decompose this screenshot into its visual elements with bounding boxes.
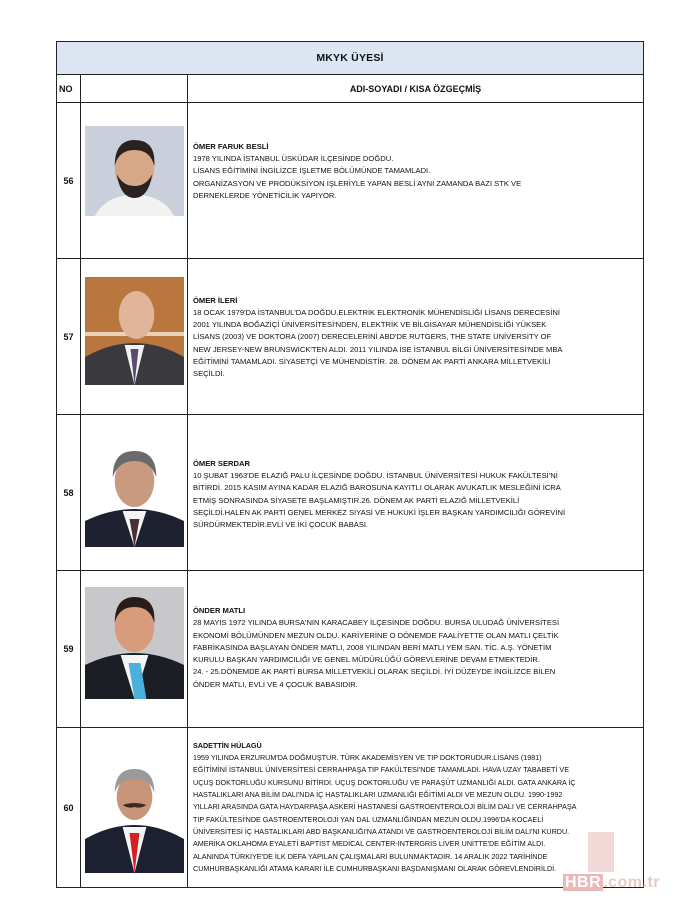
person-name: ÖNDER MATLI (193, 606, 246, 616)
table-row (57, 259, 643, 415)
table-row (57, 728, 643, 887)
mkyk-table (56, 41, 644, 888)
bio-line: SEÇİLDİ.HALEN AK PARTİ GENEL MERKEZ SİYASİ VE HUKUKİ İŞLER BAŞKAN YARDIMCILIĞI GÖREVİNİ (193, 507, 566, 517)
bio-line: BİTİRDİ. 2015 KASIM AYINA KADAR ELAZIĞ BAROSUNA KAYITLI OLARAK AVUKATLIK MESLEĞİNİ İCRA (193, 483, 561, 493)
bio-line: ÜNİVERSİTESİ İÇ HASTALIKLARI ABD BAŞKANLIĞI'NA ATANDI VE GASTROENTEROLOJİ BİLİM DALI'NI KURDU. (193, 826, 570, 836)
bio-line: ALANINDA TÜRKİYE'DE İLK DEFA YAPILAN ÇALIŞMALARI BULUNMAKTADIR. 14 ARALIK 2022 TARİHİNDE (193, 851, 548, 861)
bio-cell (188, 103, 643, 258)
bio-cell (188, 415, 643, 570)
photo-cell (81, 415, 188, 570)
row-number: 60 (57, 728, 81, 887)
column-header-bio: ADI-SOYADI / KISA ÖZGEÇMİŞ (349, 83, 482, 94)
bio-line: ORGANİZASYON VE PRODÜKSİYON İŞLERİYLE YAPAN BESLİ AYNI ZAMANDA BAZI STK VE (193, 178, 522, 188)
bio-text (190, 293, 565, 382)
table-row (57, 571, 643, 728)
portrait-photo (85, 126, 184, 216)
table-row (57, 103, 643, 259)
bio-line: YILLARI ARASINDA GATA HAYDARPAŞA ASKERİ HASTANESİ GASTROENTEROLOJİ BİLİM DALI VE CERRAHPAŞA (193, 802, 577, 812)
bio-text (190, 603, 562, 692)
person-name: ÖMER İLERİ (193, 295, 238, 305)
bio-line: SEÇİLDİ. (193, 369, 225, 378)
portrait-photo (85, 587, 184, 699)
portrait-photo (85, 277, 184, 385)
watermark-logo-icon (588, 832, 614, 872)
bio-cell (188, 259, 643, 414)
bio-line: EĞİTİMİNİ İSTANBUL ÜNİVERSİTESİ CERRAHPAŞA TIP FAKÜLTESİ'NDE TAMAMLADI. HAVA UZAY TABABETİ VE (193, 765, 569, 775)
bio-line: CUMHURBAŞKANLIĞI ATAMA KARARI İLE CUMHURBAŞKANI BAŞDANIŞMANI OLARAK GÖREVLENDİRİLDİ. (193, 863, 557, 873)
table-row (57, 415, 643, 571)
column-header-no: NO (57, 75, 81, 102)
bio-line: 24. - 25.DÖNEMDE AK PARTİ BURSA MİLLETVEKİLİ OLARAK SEÇİLDİ. İYİ DÜZEYDE İNGİLİZCE BİLEN (193, 667, 556, 677)
bio-text (190, 139, 524, 204)
row-number: 56 (57, 103, 81, 258)
bio-line: DERNEKLERDE YÖNETİCİLİK YAPIYOR. (193, 190, 337, 200)
person-name: ÖMER SERDAR (193, 458, 250, 468)
bio-line: NEW JERSEY-NEW BRUNSWİCK'TEN ALDI. 2011 YILINDA İSE İSTANBUL BİLGİ ÜNİVERSİTESİ'NDE MBA (193, 344, 563, 354)
bio-line: HASTALIKLARI ANA BİLİM DALI'NDA İÇ HASTALIKLARI UZMANLIĞI EĞİTİMİ ALDI VE MEZUN OLDU. 1990-1992 (193, 790, 563, 800)
bio-line: 28 MAYIS 1972 YILINDA BURSA'NIN KARACABEY İLÇESİNDE DOĞDU. BURSA ULUDAĞ ÜNİVERSİTESİ (193, 618, 560, 628)
bio-line: KURULU BAŞKAN YARDIMCILIĞI VE GENEL MÜDÜRLÜĞÜ GÖREVLERİNE DEVAM ETMEKTEDİR. (193, 655, 540, 665)
bio-line: ÖNDER MATLI, EVLİ VE 4 ÇOCUK BABASIDIR. (193, 679, 358, 689)
bio-cell (188, 571, 643, 727)
bio-line: LİSANS (2003) VE DOKTORA (2007) DERECELERİNİ ABD'DE RUTGERS, THE STATE UNİVERSİTY OF (193, 332, 552, 342)
person-name: SADETTİN HÜLAGÜ (193, 740, 262, 750)
portrait-photo (85, 437, 184, 547)
column-header-row (57, 75, 643, 103)
bio-line: 18 OCAK 1979'DA İSTANBUL'DA DOĞDU.ELEKTRİK ELEKTRONİK MÜHENDİSLİĞİ LİSANS DERECESİNİ (193, 307, 560, 317)
row-number: 58 (57, 415, 81, 570)
bio-line: TIP FAKÜLTESİ'NDE GASTROENTEROLOJİ YAN DAL UZMANLIĞINDAN MEZUN OLDU.1996'DA KOCAELİ (193, 814, 544, 824)
watermark-suffix: .com.tr (603, 874, 661, 891)
watermark (563, 874, 660, 892)
watermark-brand: HBR (565, 874, 602, 891)
bio-line: FABRİKASINDA BAŞLAYAN ÖNDER MATLI, 2008 YILINDAN BERİ MATLI YEM SAN. TİC. A.Ş. YÖNETİM (193, 642, 552, 652)
photo-cell (81, 103, 188, 258)
bio-line: UÇUŞ DOKTORLUĞU KURSUNU BİTİRDİ. UÇUŞ DOKTORLUĞU VE PARAŞÜT UZMANLIĞI ALDI. GATA ANKARA İÇ (193, 777, 576, 787)
photo-cell (81, 571, 188, 727)
column-header-photo (81, 75, 188, 102)
photo-cell (81, 259, 188, 414)
table-title: MKYK ÜYESİ (57, 42, 643, 75)
bio-line: 1959 YILINDA ERZURUM'DA DOĞMUŞTUR. TÜRK AKADEMİSYEN VE TIP DOKTORUDUR.LİSANS (1981) (193, 753, 542, 763)
bio-line: 2001 YILINDA BOĞAZİÇİ ÜNİVERSİTESİ'NDEN, ELEKTRİK VE BİLGİSAYAR MÜHENDİSLİĞİ YÜKSEK (193, 320, 547, 330)
bio-line: AMERİKA OKLAHOMA EYALETİ BAPTİST MEDİCAL CENTER-INTERGRİS LİVER UNİTTE'DE EĞİTİM ALDI. (193, 839, 546, 849)
person-name: ÖMER FARUK BESLİ (193, 141, 269, 151)
bio-text (190, 738, 579, 877)
row-number: 57 (57, 259, 81, 414)
bio-line: 10 ŞUBAT 1963'DE ELAZIĞ PALU İLÇESİNDE DOĞDU. İSTANBUL ÜNİVERSİTESİ HUKUK FAKÜLTESİ'Nİ (193, 471, 558, 481)
row-number: 59 (57, 571, 81, 727)
bio-text (190, 456, 568, 533)
bio-cell (188, 728, 643, 887)
bio-line: 1978 YILINDA İSTANBUL ÜSKÜDAR İLÇESİNDE DOĞDU. (193, 154, 394, 164)
bio-line: EĞİTİMİNİ TAMAMLADI. SİYASETÇİ VE MÜHENDİSTİR. 28. DÖNEM AK PARTİ ANKARA MİLLETVEKİLİ (193, 356, 551, 366)
bio-line: SÜRDÜRMEKTEDİR.EVLİ VE İKİ ÇOCUK BABASI. (193, 519, 369, 529)
portrait-photo (85, 763, 184, 873)
bio-line: ETMİŞ SONRASINDA SİYASETE BAŞLAMIŞTIR.26. DÖNEM AK PARTİ ELAZIĞ MİLLETVEKİLİ (193, 495, 520, 505)
bio-line: LİSANS EĞİTİMİNİ İNGİLİZCE İŞLETME BÖLÜMÜNDE TAMAMLADI. (193, 166, 431, 176)
photo-cell (81, 728, 188, 887)
bio-line: EKONOMİ BÖLÜMÜNDEN MEZUN OLDU. KARİYERİNE O DÖNEMDE FAALİYETTE OLAN MATLI ÇELTİK (193, 630, 559, 640)
